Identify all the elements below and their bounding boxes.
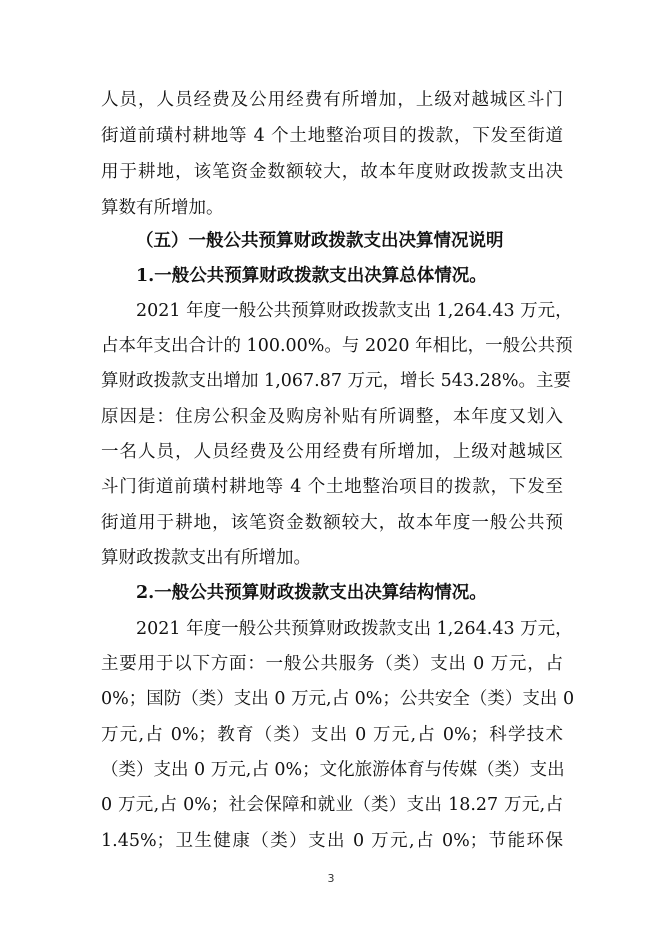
paragraph-line: （类）支出 0 万元,占 0%；文化旅游体育与传媒（类）支出	[101, 760, 565, 780]
paragraph-line: 算财政拨款支出增加 1,067.87 万元，增长 543.28%。主要	[101, 371, 571, 391]
paragraph-line: 人员，人员经费及公用经费有所增加，上级对越城区斗门	[101, 90, 563, 110]
subsection-heading: 2.一般公共预算财政拨款支出决算结构情况。	[136, 583, 487, 603]
paragraph-line: 0%；国防（类）支出 0 万元,占 0%；公共安全（类）支出 0	[101, 689, 575, 709]
paragraph-line: 2021 年度一般公共预算财政拨款支出 1,264.43 万元，	[136, 619, 573, 639]
paragraph-line: 占本年支出合计的 100.00%。与 2020 年相比，一般公共预	[101, 336, 573, 356]
paragraph-line: 算财政拨款支出有所增加。	[101, 548, 311, 568]
paragraph-line: 原因是：住房公积金及购房补贴有所调整，本年度又划入	[101, 407, 563, 427]
paragraph-line: 街道前璜村耕地等 4 个土地整治项目的拨款，下发至街道	[101, 126, 563, 146]
paragraph-line: 用于耕地，该笔资金数额较大，故本年度财政拨款支出决	[101, 162, 563, 182]
paragraph-line: 街道用于耕地，该笔资金数额较大，故本年度一般公共预	[101, 513, 563, 533]
page-number: 3	[327, 872, 335, 885]
paragraph-line: 1.45%；卫生健康（类）支出 0 万元,占 0%；节能环保	[101, 831, 563, 851]
paragraph-line: 算数有所增加。	[101, 198, 224, 218]
subsection-heading: 1.一般公共预算财政拨款支出决算总体情况。	[136, 266, 487, 286]
paragraph-line: 主要用于以下方面：一般公共服务（类）支出 0 万元，占	[101, 654, 563, 674]
paragraph-line: 斗门街道前璜村耕地等 4 个土地整治项目的拨款，下发至	[101, 477, 563, 497]
section-heading: （五）一般公共预算财政拨款支出决算情况说明	[136, 231, 504, 251]
paragraph-line: 0 万元,占 0%；社会保障和就业（类）支出 18.27 万元,占	[101, 795, 563, 815]
paragraph-line: 2021 年度一般公共预算财政拨款支出 1,264.43 万元，	[136, 301, 573, 321]
paragraph-line: 万元,占 0%；教育（类）支出 0 万元,占 0%；科学技术	[101, 725, 563, 745]
paragraph-line: 一名人员，人员经费及公用经费有所增加，上级对越城区	[101, 442, 563, 462]
